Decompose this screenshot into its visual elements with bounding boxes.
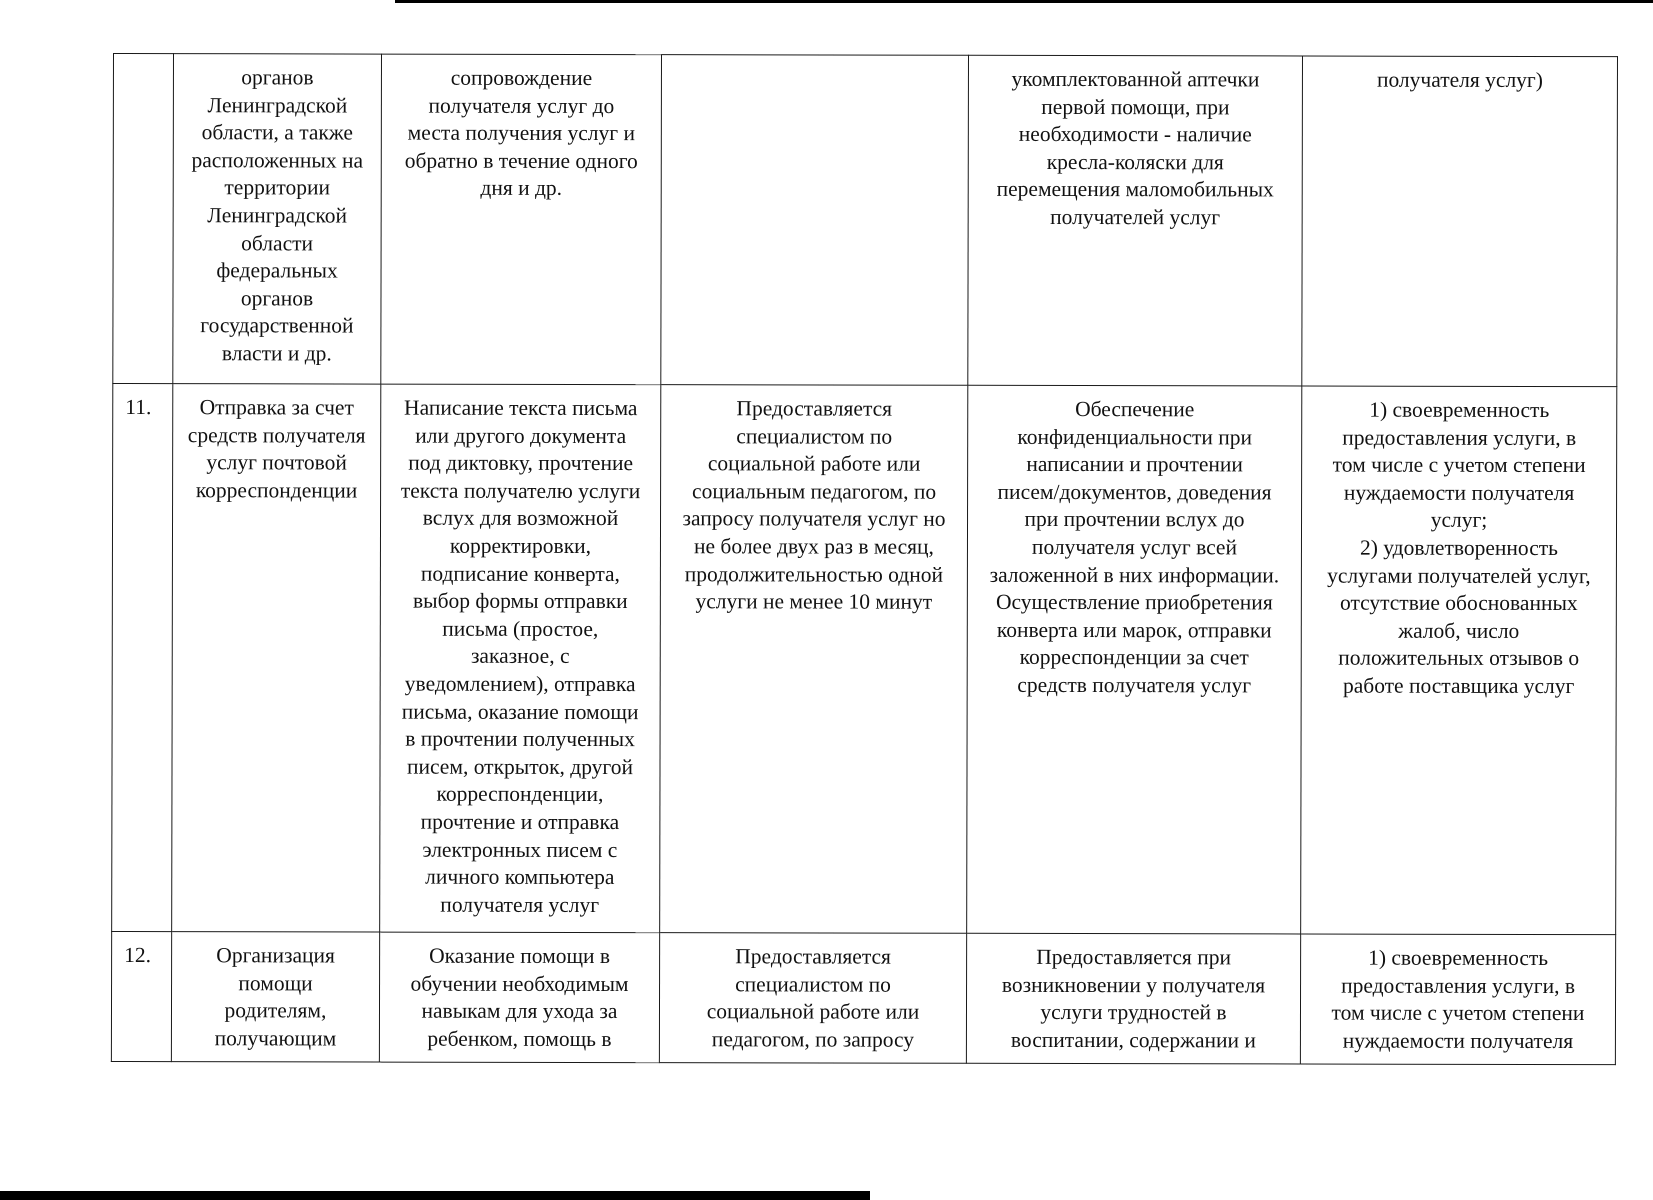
quality-indicators: 1) своевременность предоставления услуги, в том числе с учетом степени нуждаемости получателя услуг; 2) удовлетворенность услугами получателей услуг, отсутствие обоснованных жалоб, число положительных отзывов о работе поставщика услуг [1327,397,1591,698]
service-description: сопровождение получателя услуг до места получения услуг и обратно в течение одного дня и др. [404,65,638,201]
row-number-cell [113,54,174,384]
scan-edge-top [395,0,1653,3]
service-name: органов Ленинградской области, а также расположенных на территории Ленинградской области федеральных органов государственной власти и др. [191,65,364,366]
provision-terms-cell [659,933,966,1064]
table-row [111,931,1615,1064]
service-name-cell [171,932,379,1062]
service-conditions: укомплектованной аптечки первой помощи, при необходимости - наличие кресла-коляски для перемещения маломобильных получателей услуг [996,66,1274,230]
service-description-cell [381,54,662,385]
quality-indicators-cell [1300,934,1615,1065]
quality-indicators-cell [1302,56,1618,387]
row-number-cell [111,931,171,1061]
row-number: 12. [124,943,152,968]
provision-terms: Предоставляется специалистом по социальной работе или педагогом, по запросу [706,944,920,1052]
service-name: Организация помощи родителям, получающим [214,943,337,1051]
service-name-cell [172,384,381,932]
table-row [112,384,1617,935]
service-description-cell [380,384,661,933]
service-conditions: Обеспечение конфиденциальности при написании и прочтении писем/документов, доведения при прочтении вслух до получателя услуг всей заложенной в них информации. Осуществление приобретения конверта или марок, отправки корреспонденции за счет средств получателя услуг [989,397,1280,698]
service-description: Оказание помощи в обучении необходимым навыкам для ухода за ребенком, помощь в [410,943,629,1051]
provision-terms: Предоставляется специалистом по социальной работе или социальным педагогом, по запросу получателя услуг но не более двух раз в месяц, продолжительностью одной услуги не менее 10 минут [682,396,946,614]
services-table [111,53,1618,1065]
provision-terms-cell [660,385,968,934]
quality-indicators: получателя услуг) [1376,67,1543,92]
quality-indicators: 1) своевременность предоставления услуги, в том числе с учетом степени нуждаемости получателя [1331,945,1585,1053]
table-row [113,54,1618,387]
scan-edge-bottom [0,1191,870,1200]
service-conditions: Предоставляется при возникновении у получателя услуги трудностей в воспитании, содержании и [1001,944,1266,1053]
quality-indicators-cell [1301,386,1617,935]
service-description: Написание текста письма или другого документа под диктовку, прочтение текста получателю услуги вслух для возможной корректировки, подписание конверта, выбор формы отправки письма (простое, заказное, с уведомлением), отправка письма, оказание помощи в прочтении полученных писем, открыток, другой корреспонденции, прочтение и отправка электронных писем с личного компьютера получателя услуг [400,395,641,917]
service-conditions-cell [966,933,1300,1064]
service-conditions-cell [968,55,1303,386]
service-name-cell [173,54,382,384]
row-number-cell [112,384,173,932]
provision-terms-cell [661,55,969,386]
service-conditions-cell [967,385,1302,934]
service-description-cell [379,932,659,1063]
provision-terms [666,65,964,66]
service-name: Отправка за счет средств получателя услуг почтовой корреспонденции [187,395,366,503]
row-number: 11. [125,395,152,420]
